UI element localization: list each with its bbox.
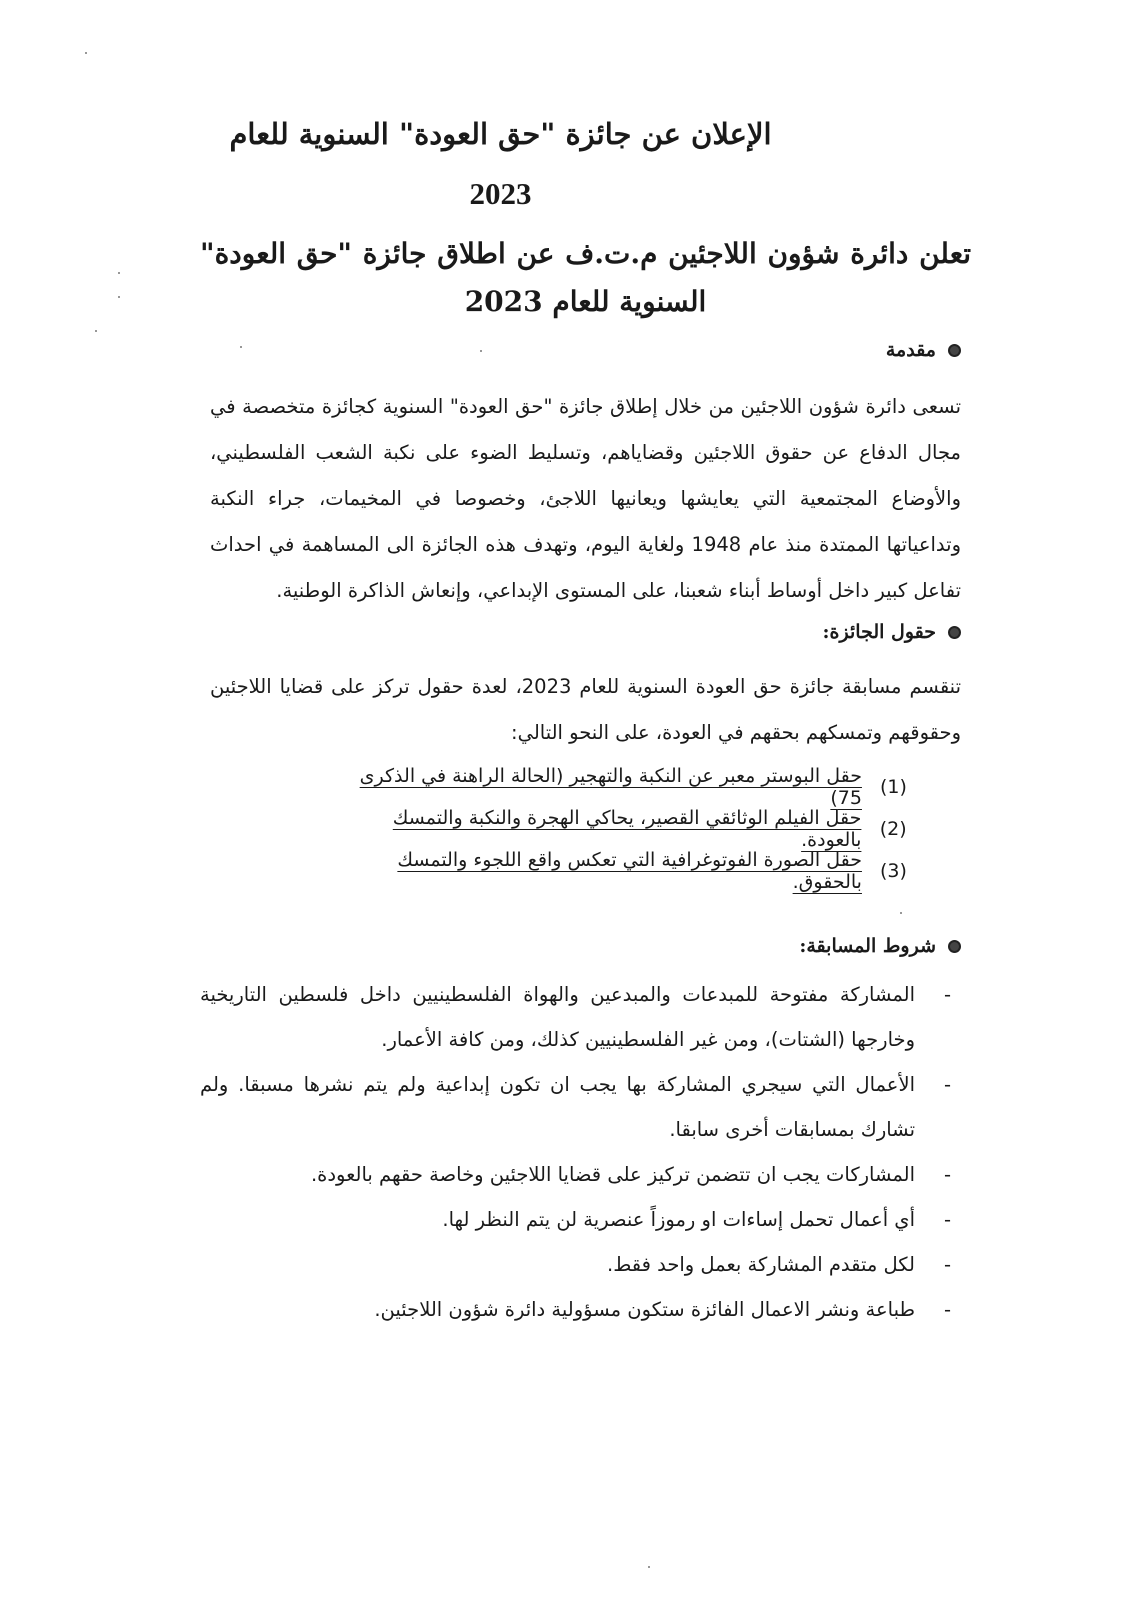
item-text: الأعمال التي سيجري المشاركة بها يجب ان تكون إبداعية ولم يتم نشرها مسبقا. ولم تشارك بمسابقات أخرى سابقا. xyxy=(200,1073,915,1141)
dash-marker: - xyxy=(943,983,951,1006)
announcement-heading: تعلن دائرة شؤون اللاجئين م.ت.ف عن اطلاق جائزة "حق العودة" السنوية للعام 2023 xyxy=(200,237,971,318)
list-item xyxy=(330,766,925,808)
conditions-heading xyxy=(799,932,961,960)
list-item xyxy=(200,1287,951,1332)
list-item xyxy=(200,1062,951,1152)
list-item xyxy=(330,808,925,850)
intro-heading-label: مقدمة xyxy=(885,339,936,361)
page-title: الإعلان عن جائزة "حق العودة" السنوية للعام xyxy=(229,117,772,151)
scan-speck xyxy=(648,1566,650,1568)
list-item xyxy=(200,1152,951,1197)
list-item xyxy=(200,972,951,1062)
item-text: المشاركات يجب ان تتضمن تركيز على قضايا اللاجئين وخاصة حقهم بالعودة. xyxy=(310,1163,915,1186)
fields-heading xyxy=(823,618,961,646)
list-item xyxy=(200,1242,951,1287)
fields-list xyxy=(330,766,925,892)
conditions-heading-label: شروط المسابقة: xyxy=(799,935,936,957)
list-item xyxy=(200,1197,951,1242)
list-item xyxy=(330,850,925,892)
title-year: 2023 xyxy=(469,176,532,211)
item-number: (3) xyxy=(880,860,907,882)
dash-marker: - xyxy=(943,1073,951,1096)
intro-heading xyxy=(886,336,961,364)
fields-heading-label: حقول الجائزة: xyxy=(822,621,936,643)
scan-speck xyxy=(118,296,120,298)
bullet-icon xyxy=(948,626,961,639)
scan-speck xyxy=(95,330,97,332)
item-text: لكل متقدم المشاركة بعمل واحد فقط. xyxy=(607,1253,915,1276)
scan-speck xyxy=(85,52,87,54)
dash-marker: - xyxy=(943,1253,951,1276)
scan-speck xyxy=(240,346,242,348)
scan-speck xyxy=(900,912,902,914)
item-number: (1) xyxy=(880,776,907,798)
dash-marker: - xyxy=(943,1298,951,1321)
dash-marker: - xyxy=(943,1208,951,1231)
item-number: (2) xyxy=(879,818,907,840)
dash-marker: - xyxy=(943,1163,951,1186)
item-text: حقل البوستر معبر عن النكبة والتهجير (الحالة الراهنة في الذكرى 75) xyxy=(359,765,862,809)
item-text: المشاركة مفتوحة للمبدعات والمبدعين والهواة الفلسطينيين داخل فلسطين التاريخية وخارجها (الشتات)، ومن غير الفلسطينيين كذلك، ومن كافة الأعمار. xyxy=(200,983,915,1051)
fields-paragraph: تنقسم مسابقة جائزة حق العودة السنوية للعام 2023، لعدة حقول تركز على قضايا اللاجئين وحقوقهم وتمسكهم بحقهم في العودة، على النحو التالي: xyxy=(210,675,961,744)
item-text: طباعة ونشر الاعمال الفائزة ستكون مسؤولية دائرة شؤون اللاجئين. xyxy=(374,1298,915,1321)
item-text: حقل الصورة الفوتوغرافية التي تعكس واقع اللجوء والتمسك بالحقوق. xyxy=(397,849,862,893)
bullet-icon xyxy=(948,344,961,357)
intro-paragraph: تسعى دائرة شؤون اللاجئين من خلال إطلاق جائزة "حق العودة" السنوية كجائزة متخصصة في مجال الدفاع عن حقوق اللاجئين وقضاياهم، وتسليط الضوء على نكبة الشعب الفلسطيني، والأوضاع المجتمعية التي يعايشها ويعانيها اللاجئ، وخصوصا في المخيمات، جراء النكبة وتداعياتها الممتدة منذ عام 1948 ولغاية اليوم، وتهدف هذه الجائزة الى المساهمة في احداث تفاعل كبير داخل أوساط أبناء شعبنا، على المستوى الإبداعي، وإنعاش الذاكرة الوطنية. xyxy=(210,395,961,602)
conditions-list xyxy=(200,972,951,1332)
item-text: حقل الفيلم الوثائقي القصير، يحاكي الهجرة والنكبة والتمسك بالعودة. xyxy=(392,807,862,851)
scan-speck xyxy=(480,350,482,352)
scan-speck xyxy=(118,272,120,274)
item-text: أي أعمال تحمل إساءات او رموزاً عنصرية لن يتم النظر لها. xyxy=(442,1208,915,1231)
bullet-icon xyxy=(948,940,961,953)
